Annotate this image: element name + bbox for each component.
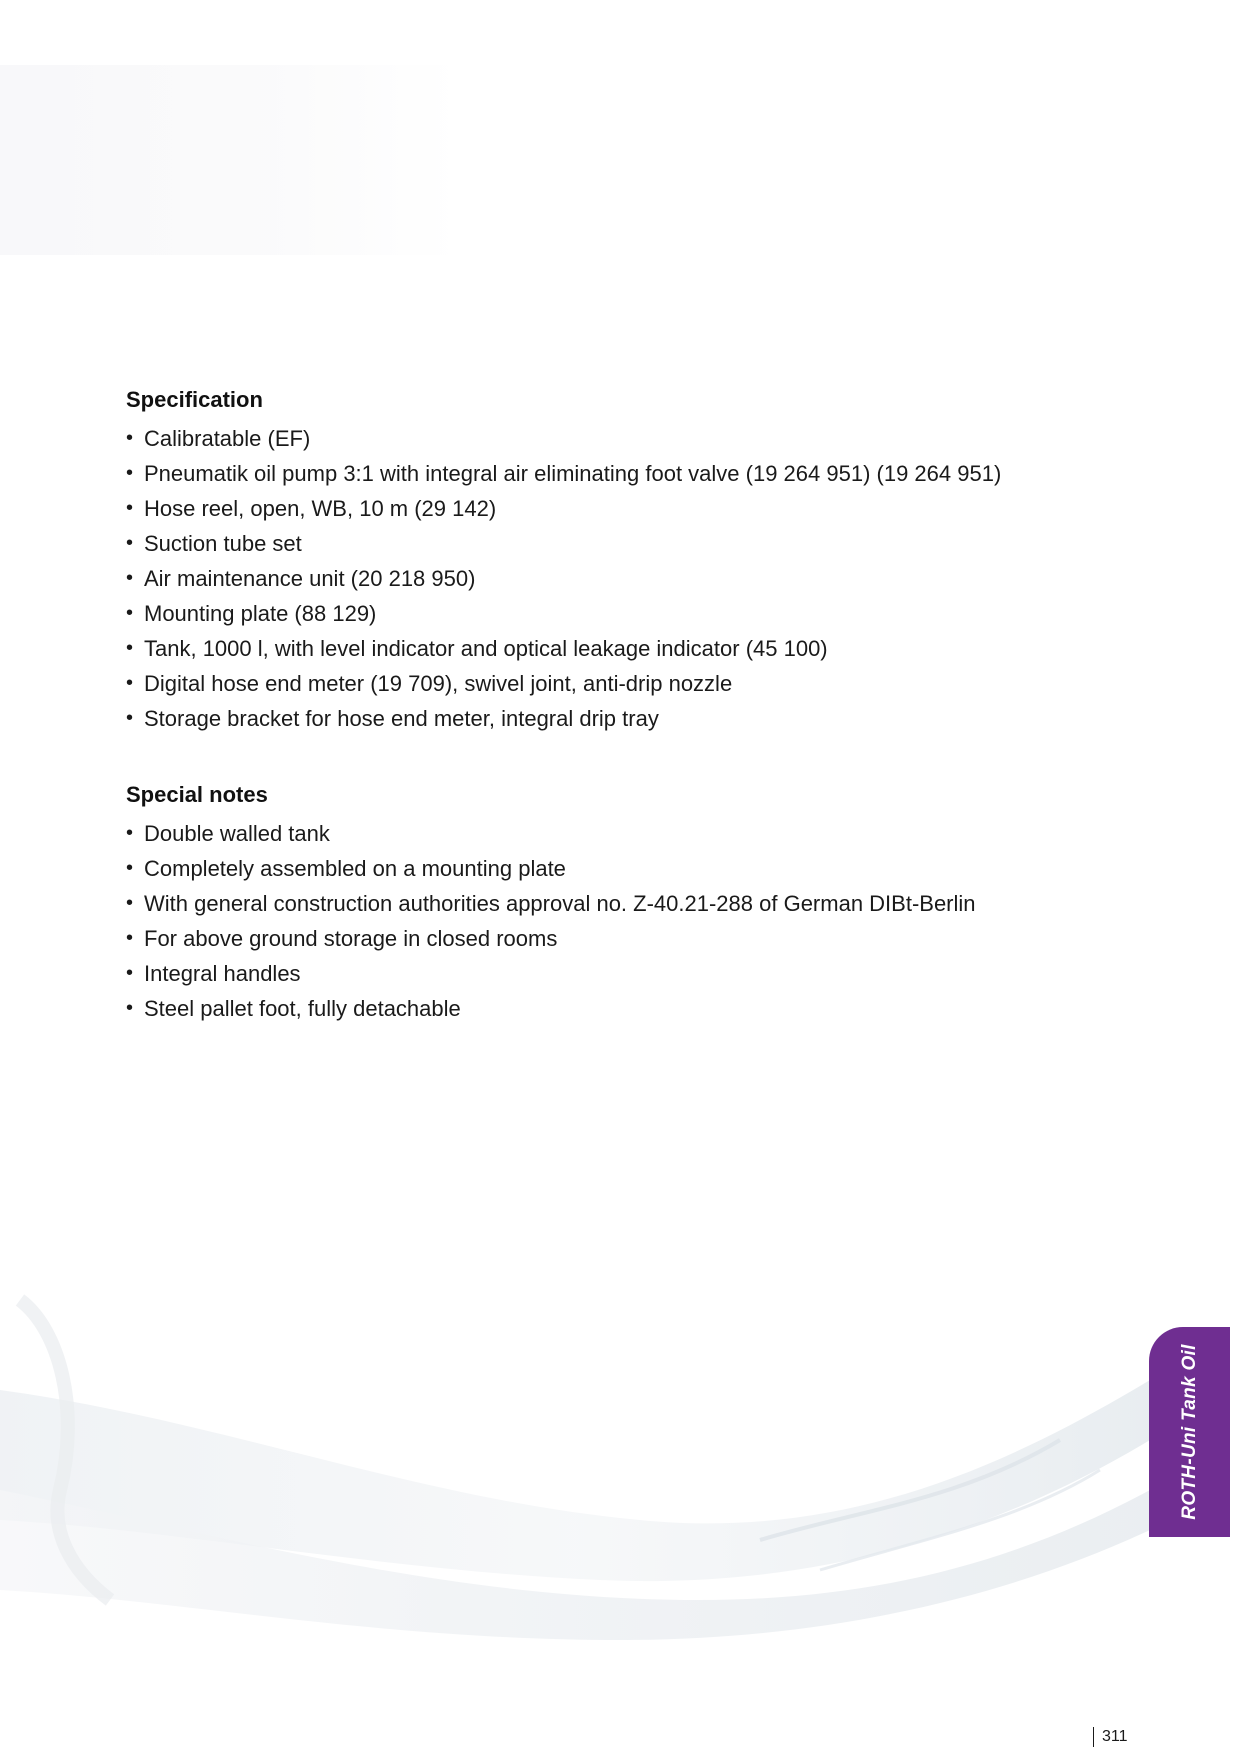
list-item: • Calibratable (EF) [126,421,1086,456]
list-item: • Suction tube set [126,526,1086,561]
background-water-splash [0,1270,1240,1650]
list-item: • Digital hose end meter (19 709), swivel joint, anti-drip nozzle [126,666,1086,701]
list-item: • Steel pallet foot, fully detachable [126,991,1086,1026]
list-item: • Double walled tank [126,816,1086,851]
page-number: 311 [1093,1727,1128,1747]
list-item: • Hose reel, open, WB, 10 m (29 142) [126,491,1086,526]
list-item: • Completely assembled on a mounting plate [126,851,1086,886]
specification-list [126,421,1086,736]
main-content [126,385,1086,1070]
specification-section [126,385,1086,736]
special-notes-list [126,816,1086,1026]
list-item: • Pneumatik oil pump 3:1 with integral air eliminating foot valve (19 264 951) (19 264 951) [126,456,1086,491]
specification-heading: Specification [126,387,263,412]
section-side-tab [1149,1327,1230,1537]
special-notes-heading: Special notes [126,782,268,807]
list-item: • Integral handles [126,956,1086,991]
list-item: • Tank, 1000 l, with level indicator and optical leakage indicator (45 100) [126,631,1086,666]
list-item: • With general construction authorities approval no. Z-40.21-288 of German DIBt-Berlin [126,886,1086,921]
special-notes-section [126,780,1086,1026]
list-item: • Mounting plate (88 129) [126,596,1086,631]
list-item: • Storage bracket for hose end meter, integral drip tray [126,701,1086,736]
list-item: • For above ground storage in closed rooms [126,921,1086,956]
side-tab-label: ROTH-Uni Tank Oil [1178,1344,1200,1520]
list-item: • Air maintenance unit (20 218 950) [126,561,1086,596]
background-fade [0,65,460,255]
